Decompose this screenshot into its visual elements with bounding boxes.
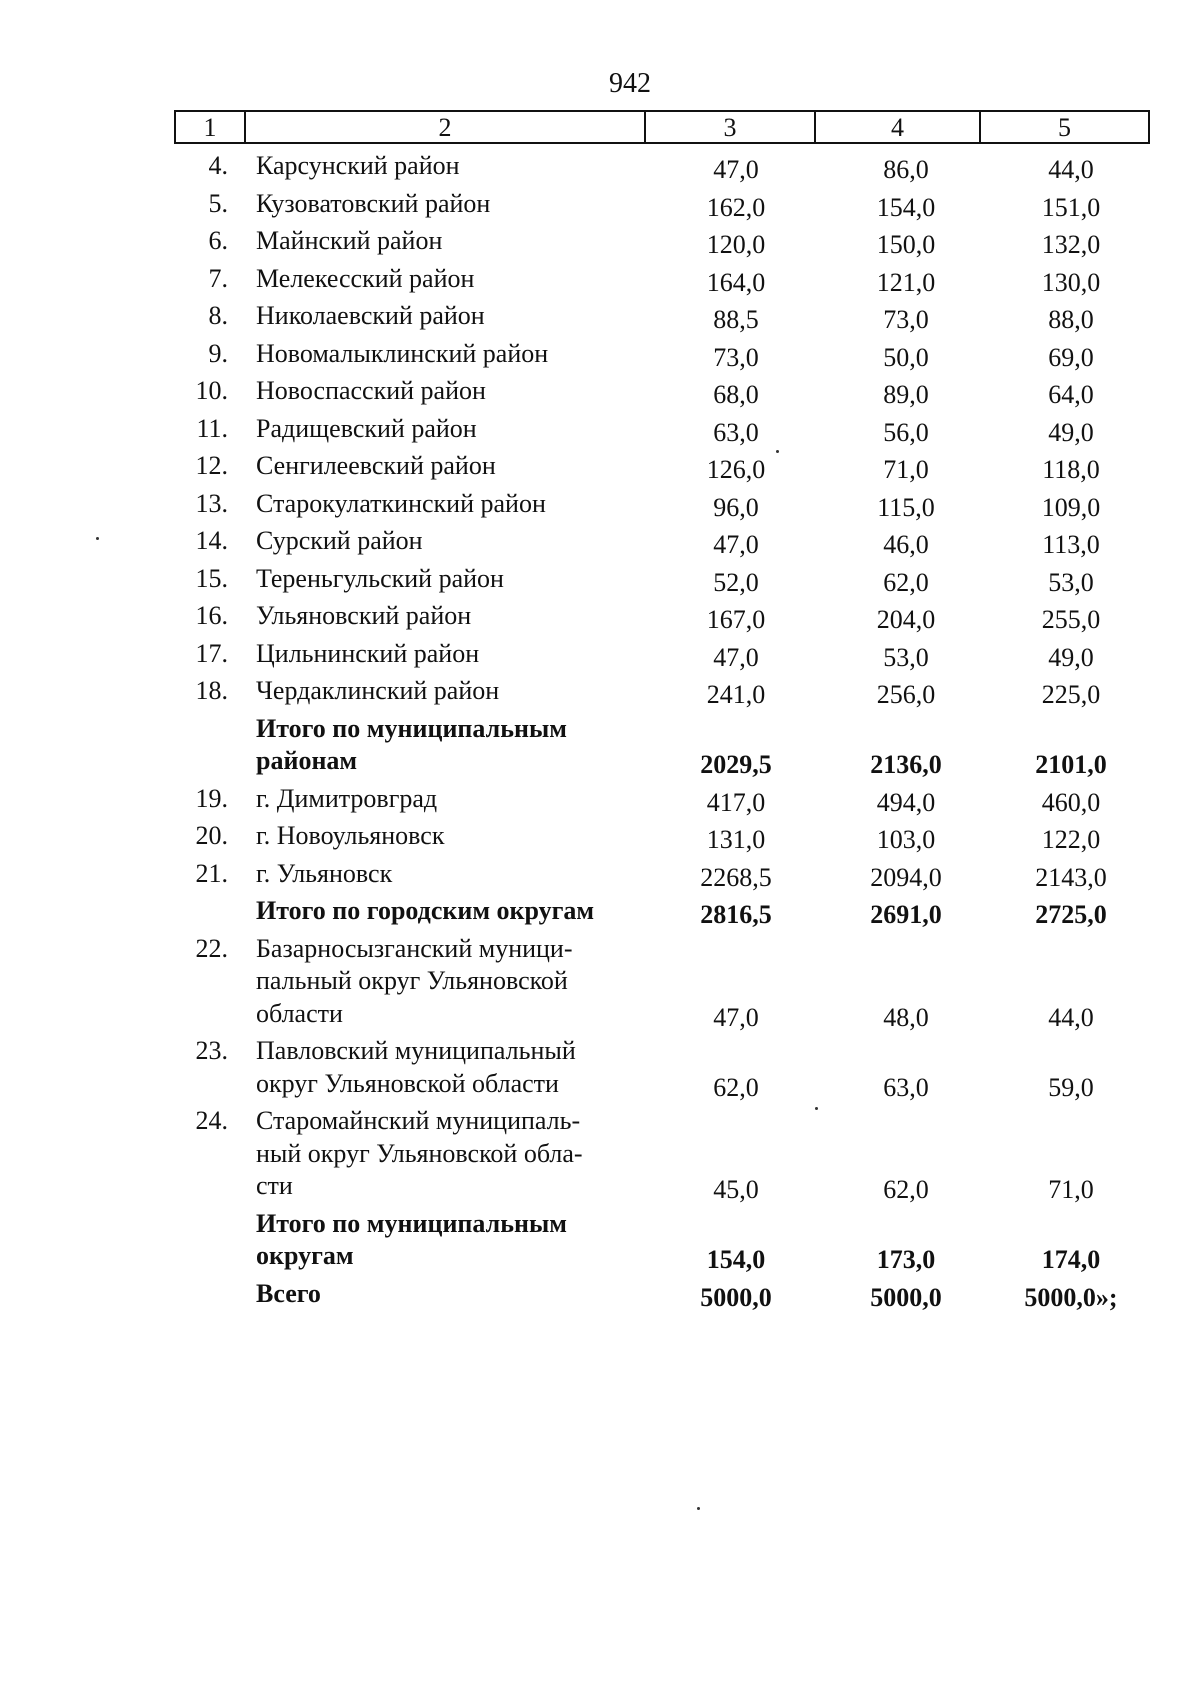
cell-col-5: 151,0	[1041, 192, 1101, 222]
row-name-line: районам	[256, 746, 358, 775]
row-number: 9.	[208, 338, 228, 368]
row-name: г. Ульяновск	[256, 858, 393, 888]
row-number: 21.	[195, 858, 228, 888]
cell-col-4: 154,0	[876, 192, 936, 222]
cell-col-5: 71,0	[1048, 1175, 1094, 1204]
row-name: Итого по городским округам	[256, 896, 595, 925]
row-name: Майнский район	[256, 226, 443, 255]
cell-col-4: 256,0	[876, 680, 936, 709]
cell-col-3: 167,0	[706, 605, 766, 634]
row-name: Старокулаткинский район	[256, 488, 546, 518]
cell-col-4: 494,0	[876, 787, 936, 817]
row-name: Сенгилеевский район	[256, 451, 496, 480]
row-name-line: Итого по муниципальным	[256, 713, 567, 743]
cell-col-3: 52,0	[713, 567, 759, 597]
cell-col-3: 162,0	[706, 192, 766, 222]
row-name: г. Димитровград	[256, 783, 438, 813]
table-row	[0, 525, 1200, 563]
row-name-line: Старомайнский муниципаль-	[256, 1106, 581, 1135]
cell-col-4: 2094,0	[870, 862, 942, 892]
row-name: Карсунский район	[256, 151, 460, 180]
row-name: Кузоватовский район	[256, 188, 491, 218]
row-number: 7.	[208, 263, 228, 293]
cell-col-5: 109,0	[1041, 492, 1101, 522]
row-name: Тереньгульский район	[256, 563, 504, 593]
scan-speck	[815, 1107, 818, 1110]
table-row	[0, 1105, 1200, 1208]
table-row	[0, 933, 1200, 1036]
row-name-line: Павловский муниципальный	[256, 1036, 576, 1065]
cell-col-4: 63,0	[883, 1072, 929, 1102]
cell-col-4: 48,0	[883, 1002, 929, 1032]
cell-col-3: 120,0	[706, 230, 766, 259]
row-number: 16.	[195, 601, 228, 630]
table-row	[0, 488, 1200, 526]
cell-col-3: 2268,5	[700, 862, 772, 892]
cell-col-5: 118,0	[1042, 455, 1100, 484]
cell-col-5: 2143,0	[1035, 862, 1107, 892]
scan-speck	[776, 450, 779, 453]
cell-col-5: 2101,0	[1035, 750, 1107, 779]
table-row	[0, 413, 1200, 451]
table-row	[0, 600, 1200, 638]
row-name: г. Новоульяновск	[256, 821, 445, 850]
table-row	[0, 783, 1200, 821]
table-body	[0, 150, 1200, 1315]
row-number: 11.	[196, 413, 228, 443]
cell-col-4: 71,0	[883, 455, 929, 484]
cell-col-5: 255,0	[1041, 605, 1101, 634]
row-number: 12.	[195, 451, 228, 480]
table-row	[0, 150, 1200, 188]
cell-col-4: 2691,0	[870, 900, 942, 929]
cell-col-4: 89,0	[883, 380, 929, 409]
cell-col-3: 2816,5	[700, 900, 772, 929]
cell-col-3: 47,0	[713, 642, 759, 672]
cell-col-3: 154,0	[706, 1245, 766, 1274]
row-number: 6.	[208, 226, 228, 255]
cell-col-5: 64,0	[1048, 380, 1094, 409]
cell-col-4: 86,0	[883, 155, 929, 184]
cell-col-3: 126,0	[706, 455, 766, 484]
cell-col-5: 460,0	[1041, 787, 1101, 817]
row-name: Николаевский район	[256, 301, 485, 330]
scan-speck	[697, 1507, 700, 1510]
cell-col-4: 103,0	[876, 825, 936, 854]
cell-col-4: 62,0	[883, 1175, 929, 1204]
table-row	[0, 820, 1200, 858]
cell-col-5: 130,0	[1041, 267, 1101, 297]
row-name: Всего	[256, 1278, 321, 1308]
cell-col-3: 73,0	[713, 342, 759, 372]
cell-col-5: 2725,0	[1035, 900, 1107, 929]
table-row	[0, 858, 1200, 896]
row-number: 24.	[195, 1106, 228, 1135]
cell-col-4: 56,0	[883, 417, 929, 447]
scan-speck	[96, 537, 99, 540]
cell-col-3: 5000,0	[700, 1282, 772, 1312]
cell-col-4: 150,0	[876, 230, 936, 259]
table-row	[0, 638, 1200, 676]
row-name	[256, 1105, 636, 1203]
cell-col-3: 62,0	[713, 1072, 759, 1102]
cell-col-3: 68,0	[713, 380, 759, 409]
row-number: 19.	[195, 783, 228, 813]
table-row	[0, 263, 1200, 301]
row-name-line: Базарносызганский муници-	[256, 933, 573, 963]
row-name: Сурский район	[256, 526, 423, 555]
cell-col-3: 47,0	[713, 530, 759, 559]
row-name	[256, 1035, 636, 1100]
cell-col-4: 5000,0	[870, 1282, 942, 1312]
cell-col-3: 47,0	[713, 1002, 759, 1032]
row-name-line: округам	[256, 1241, 354, 1270]
row-number: 8.	[208, 301, 228, 330]
cell-col-4: 173,0	[876, 1245, 936, 1274]
cell-col-4: 50,0	[883, 342, 929, 372]
table-total-row	[0, 1278, 1200, 1316]
table-row	[0, 375, 1200, 413]
row-name: Мелекесский район	[256, 263, 475, 293]
row-name-line: ный округ Ульяновской обла-	[256, 1138, 583, 1168]
row-number: 5.	[208, 188, 228, 218]
cell-col-5: 49,0	[1048, 417, 1094, 447]
cell-col-4: 2136,0	[870, 750, 942, 779]
table-row	[0, 225, 1200, 263]
cell-col-4: 115,0	[877, 492, 935, 522]
row-name: Новоспасский район	[256, 376, 486, 405]
header-col-1: 1	[176, 112, 246, 142]
row-number: 15.	[195, 563, 228, 593]
row-name: Новомалыклинский район	[256, 338, 549, 368]
cell-col-5: 5000,0»;	[1024, 1282, 1118, 1312]
cell-col-5: 53,0	[1048, 567, 1094, 597]
cell-col-3: 241,0	[706, 680, 766, 709]
row-number: 23.	[195, 1036, 228, 1065]
table-total-row	[0, 1208, 1200, 1278]
row-number: 18.	[195, 676, 228, 705]
cell-col-4: 53,0	[883, 642, 929, 672]
cell-col-5: 88,0	[1048, 305, 1094, 334]
row-number: 17.	[195, 638, 228, 668]
table-row	[0, 338, 1200, 376]
table-row	[0, 450, 1200, 488]
cell-col-5: 113,0	[1042, 530, 1100, 559]
row-number: 22.	[195, 933, 228, 963]
row-number: 13.	[195, 488, 228, 518]
cell-col-5: 174,0	[1041, 1245, 1101, 1274]
cell-col-3: 131,0	[706, 825, 766, 854]
cell-col-3: 45,0	[713, 1175, 759, 1204]
row-name-line: области	[256, 998, 343, 1028]
cell-col-3: 63,0	[713, 417, 759, 447]
cell-col-5: 122,0	[1041, 825, 1101, 854]
row-number: 10.	[195, 376, 228, 405]
cell-col-5: 225,0	[1041, 680, 1101, 709]
table-row	[0, 188, 1200, 226]
cell-col-4: 204,0	[876, 605, 936, 634]
table-total-row	[0, 713, 1200, 783]
row-name	[256, 933, 636, 1031]
row-name	[256, 1208, 636, 1273]
table-total-row	[0, 895, 1200, 933]
row-name: Ульяновский район	[256, 601, 472, 630]
table-header	[174, 110, 1150, 144]
cell-col-3: 164,0	[706, 267, 766, 297]
row-number: 20.	[195, 821, 228, 850]
cell-col-5: 44,0	[1048, 1002, 1094, 1032]
cell-col-4: 62,0	[883, 567, 929, 597]
cell-col-5: 59,0	[1048, 1072, 1094, 1102]
row-name	[256, 713, 636, 778]
cell-col-5: 49,0	[1048, 642, 1094, 672]
cell-col-3: 96,0	[713, 492, 759, 522]
cell-col-5: 69,0	[1048, 342, 1094, 372]
cell-col-4: 46,0	[883, 530, 929, 559]
table-row	[0, 300, 1200, 338]
cell-col-4: 121,0	[876, 267, 936, 297]
row-number: 4.	[208, 151, 228, 180]
header-col-5: 5	[1058, 113, 1071, 142]
cell-col-3: 88,5	[713, 305, 759, 334]
row-name-line: округ Ульяновской области	[256, 1068, 559, 1098]
row-number: 14.	[195, 526, 228, 555]
row-name: Чердаклинский район	[256, 676, 500, 705]
row-name: Цильнинский район	[256, 638, 480, 668]
row-name-line: Итого по муниципальным	[256, 1208, 567, 1238]
row-name-line: сти	[256, 1171, 293, 1200]
header-col-4: 4	[816, 112, 981, 142]
cell-col-3: 2029,5	[700, 750, 772, 779]
header-col-2: 2	[246, 112, 646, 142]
table-row	[0, 1035, 1200, 1105]
cell-col-5: 132,0	[1041, 230, 1101, 259]
row-name-line: пальный округ Ульяновской	[256, 966, 568, 995]
cell-col-3: 47,0	[713, 155, 759, 184]
table-row	[0, 675, 1200, 713]
cell-col-5: 44,0	[1048, 155, 1094, 184]
cell-col-3: 417,0	[706, 787, 766, 817]
header-col-3: 3	[646, 112, 816, 142]
table-row	[0, 563, 1200, 601]
row-name: Радищевский район	[256, 413, 477, 443]
cell-col-4: 73,0	[883, 305, 929, 334]
page-number: 942	[609, 68, 651, 99]
